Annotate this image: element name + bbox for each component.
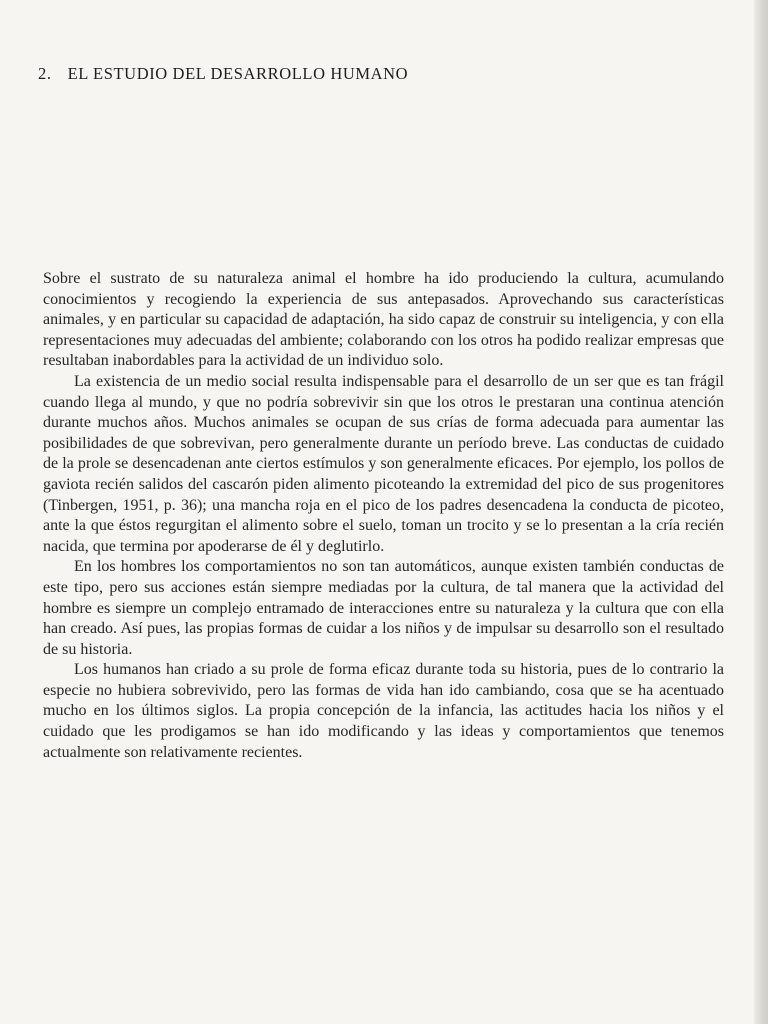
- paragraph-1: Sobre el sustrato de su naturaleza animal el hombre ha ido produciendo la cultura, acumulando conocimientos y recogiendo la experiencia de sus antepasados. Aprovechando sus características animales, y en particular su capacidad de adaptación, ha sido capaz de construir su inteligencia, y con ella representaciones muy adecuadas del ambiente; colaborando con los otros ha podido realizar empresas que resultaban inabordables para la actividad de un individuo solo.: [43, 270, 724, 370]
- chapter-number: 2.: [38, 64, 52, 83]
- paragraph-2: La existencia de un medio social resulta indispensable para el desarrollo de un ser que es tan frágil cuando llega al mundo, y que no podría sobrevivir sin que los otros le prestaran una continua atención durante muchos años. Muchos animales se ocupan de sus crías de forma adecuada para aumentar las posibilidades de que sobrevivan, pero generalmente durante un período breve. Las conductas de cuidado de la prole se desencadenan ante ciertos estímulos y son generalmente eficaces. Por ejemplo, los pollos de gaviota recién salidos del cascarón piden alimento picoteando la extremidad del pico de sus progenitores (Tinbergen, 1951, p. 36); una mancha roja en el pico de los padres desencadena la conducta de picoteo, ante la que éstos regurgitan el alimento sobre el suelo, toman un trocito y se lo presentan a la cría recién nacida, que termina por apoderarse de él y deglutirlo.: [43, 372, 724, 555]
- paragraph-4: Los humanos han criado a su prole de forma eficaz durante toda su historia, pues de lo contrario la especie no hubiera sobrevivido, pero las formas de vida han ido cambiando, cosa que se ha acentuado mucho en los últimos siglos. La propia concepción de la infancia, las actitudes hacia los niños y el cuidado que les prodigamos se han ido modificando y las ideas y comportamientos que tenemos actualmente son relativamente recientes.: [43, 661, 724, 761]
- chapter-heading: [38, 64, 408, 84]
- page-edge: [754, 0, 768, 1024]
- body-text: [43, 269, 724, 763]
- paragraph-3: En los hombres los comportamientos no son tan automáticos, aunque existen también conductas de este tipo, pero sus acciones están siempre mediadas por la cultura, de tal manera que la actividad del hombre es siempre un complejo entramado de interacciones entre su naturaleza y la cultura que con ella han creado. Así pues, las propias formas de cuidar a los niños y de impulsar su desarrollo son el resultado de su historia.: [43, 558, 724, 658]
- chapter-title: EL ESTUDIO DEL DESARROLLO HUMANO: [67, 64, 409, 83]
